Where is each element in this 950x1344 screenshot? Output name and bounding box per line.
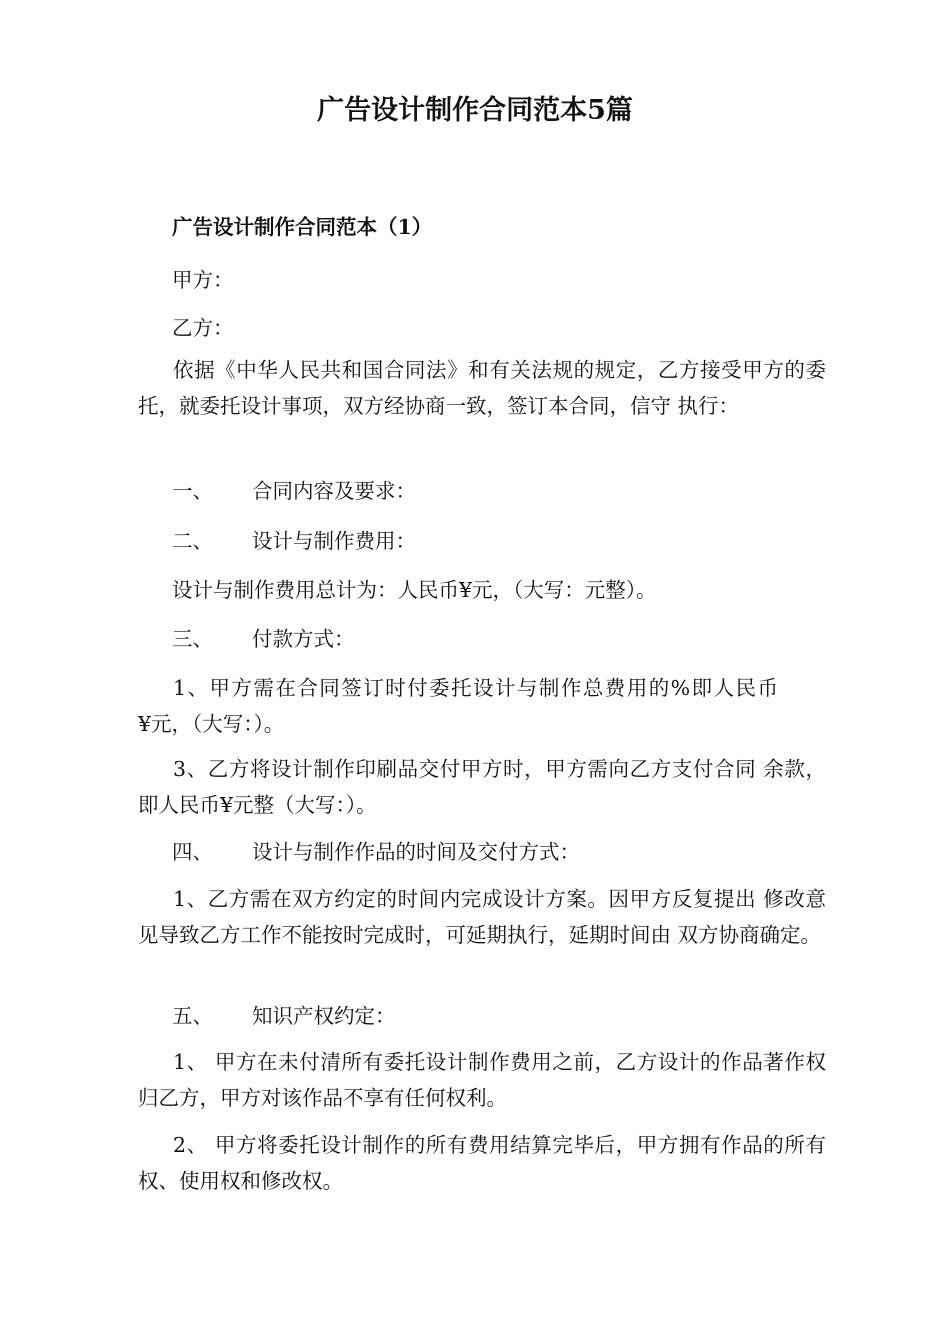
section-1-heading (172, 473, 416, 509)
section-3-heading (172, 621, 355, 657)
section-1-title: 合同内容及要求： (252, 479, 416, 503)
section-4-title: 设计与制作作品的时间及交付方式： (252, 840, 580, 864)
section-3-number: 三、 (172, 627, 213, 651)
section-5-heading (172, 998, 396, 1034)
section-2-heading (172, 523, 416, 559)
section-2-title: 设计与制作费用： (252, 529, 416, 553)
section-5-number: 五、 (172, 1004, 213, 1028)
ip-clause-2: 2、 甲方将委托设计制作的所有费用结算完毕后，甲方拥有作品的所有权、使用权和修改权。 (138, 1133, 826, 1193)
payment-clause-1: 1、甲方需在合同签订时付委托设计与制作总费用的%即人民币¥元，（大写：）。 (138, 676, 778, 736)
intro-paragraph: 依据《中华人民共和国合同法》和有关法规的规定，乙方接受甲方的委托，就委托设计事项，双方经协商一致，签订本合同，信守 执行： (138, 358, 826, 418)
payment-clause-3: 3、乙方将设计制作印刷品交付甲方时，甲方需向乙方支付合同 余款，即人民币¥元整（大写：）。 (138, 757, 826, 817)
party-a-line: 甲方： (172, 268, 234, 292)
section-2-number: 二、 (172, 529, 213, 553)
section-4-heading (172, 834, 580, 870)
fee-total-line: 设计与制作费用总计为：人民币¥元，（大写：元整）。 (172, 578, 657, 602)
party-b-line: 乙方： (172, 316, 234, 340)
section-4-number: 四、 (172, 840, 213, 864)
ip-clause-1: 1、 甲方在未付清所有委托设计制作费用之前，乙方设计的作品著作权归乙方，甲方对该作品不享有任何权利。 (138, 1050, 826, 1110)
document-title: 广告设计制作合同范本5篇 (317, 95, 633, 126)
section-3-title: 付款方式： (252, 627, 355, 651)
section-1-number: 一、 (172, 479, 213, 503)
section-5-title: 知识产权约定： (252, 1004, 396, 1028)
contract-subtitle: 广告设计制作合同范本（1） (172, 215, 433, 239)
delivery-clause-1: 1、乙方需在双方约定的时间内完成设计方案。因甲方反复提出 修改意见导致乙方工作不能按时完成时，可延期执行，延期时间由 双方协商确定。 (138, 887, 826, 947)
